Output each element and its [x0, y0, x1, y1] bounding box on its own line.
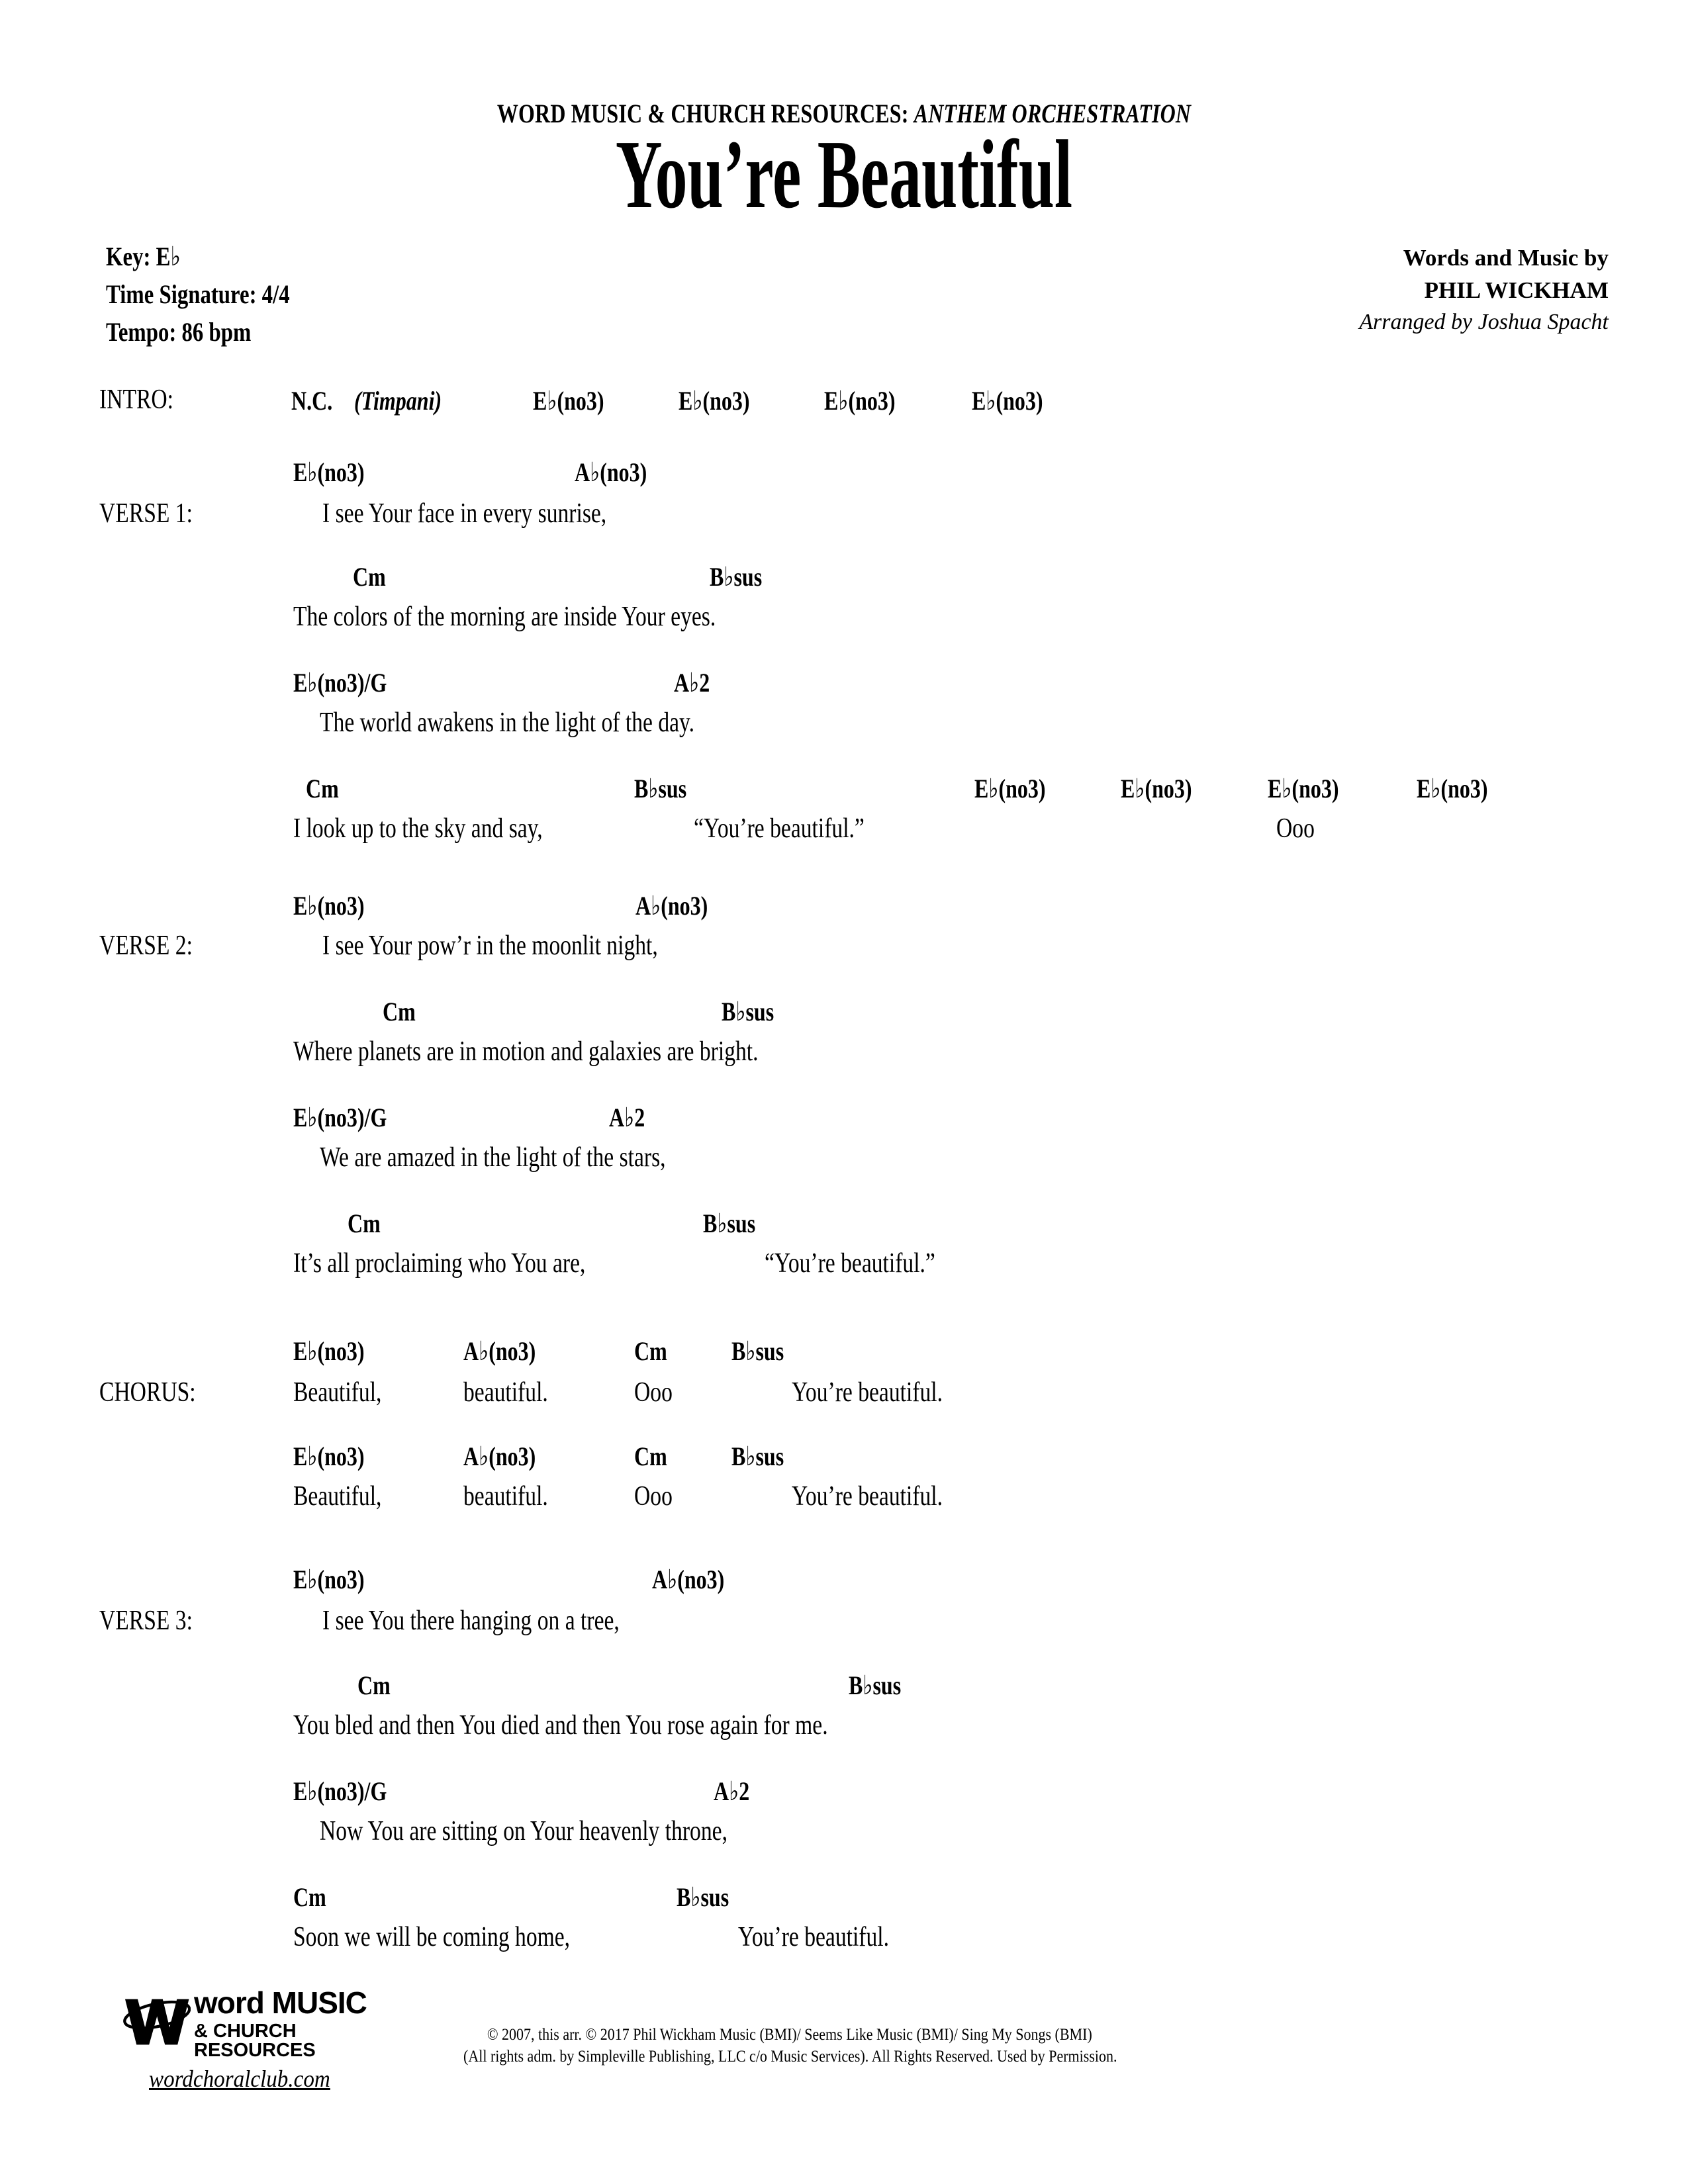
arranger-name: Arranged by Joshua Spacht — [1359, 310, 1609, 334]
lyric-ch1-4: You’re beautiful. — [792, 1377, 943, 1408]
lyric-v1d-3: Ooo — [1276, 813, 1315, 844]
series-suffix: ANTHEM ORCHESTRATION — [914, 99, 1192, 128]
chord-ch1-3: Cm — [634, 1336, 667, 1366]
credits — [1359, 242, 1609, 338]
chord-v2c-2: A♭2 — [609, 1103, 645, 1132]
logo-word-text: word — [194, 1985, 264, 2020]
chord-v1b-1: Cm — [353, 562, 386, 592]
song-metadata — [106, 238, 290, 351]
lyric-v1c: The world awakens in the light of the day. — [320, 707, 695, 738]
chord-ch2-2: A♭(no3) — [463, 1441, 536, 1471]
chord-ch1-2: A♭(no3) — [463, 1336, 536, 1366]
chord-ch2-4: B♭sus — [731, 1441, 784, 1471]
copyright-line-2: (All rights adm. by Simpleville Publishing, LLC c/o Music Services). All Rights Reserved. Used by Permission. — [463, 2048, 1117, 2066]
chord-v2c-1: E♭(no3)/G — [293, 1103, 387, 1132]
chord-v1c-2: A♭2 — [674, 668, 710, 698]
chord-v1d-1: Cm — [306, 774, 339, 803]
chord-intro-timpani: (Timpani) — [354, 386, 442, 416]
lyric-v1d-1: I look up to the sky and say, — [293, 813, 543, 844]
lyric-ch1-2: beautiful. — [463, 1377, 548, 1408]
chord-v3d-1: Cm — [293, 1882, 326, 1912]
chord-v1d-3: E♭(no3) — [974, 774, 1046, 803]
tempo-line: Tempo: 86 bpm — [106, 316, 252, 347]
lyric-v1a: I see Your face in every sunrise, — [322, 498, 607, 529]
chord-v2b-2: B♭sus — [722, 997, 774, 1026]
lyric-v2d-2: “You’re beautiful.” — [765, 1248, 935, 1279]
chord-v1d-2: B♭sus — [634, 774, 687, 803]
page-title: You’re Beautiful — [615, 120, 1073, 229]
chord-intro-2: E♭(no3) — [679, 386, 750, 416]
chord-v3b-2: B♭sus — [849, 1670, 902, 1700]
lyric-v2d-1: It’s all proclaiming who You are, — [293, 1248, 586, 1279]
chord-v3b-1: Cm — [357, 1670, 391, 1700]
chord-v3c-1: E♭(no3)/G — [293, 1776, 387, 1806]
chord-intro-4: E♭(no3) — [972, 386, 1043, 416]
chord-v3d-2: B♭sus — [677, 1882, 729, 1912]
lyric-v3b: You bled and then You died and then You rose again for me. — [293, 1710, 828, 1741]
copyright-line-1: © 2007, this arr. © 2017 Phil Wickham Music (BMI)/ Seems Like Music (BMI)/ Sing My Songs (BMI) — [487, 2026, 1092, 2044]
section-label-intro: INTRO: — [99, 385, 173, 415]
lyric-ch2-2: beautiful. — [463, 1481, 548, 1512]
section-label-verse-3: VERSE 3: — [99, 1606, 193, 1636]
chord-intro-3: E♭(no3) — [824, 386, 896, 416]
key-line: Key: E♭ — [106, 242, 181, 271]
section-label-verse-1: VERSE 1: — [99, 498, 193, 529]
chord-v3c-2: A♭2 — [714, 1776, 750, 1806]
logo-music-text: MUSIC — [271, 1985, 367, 2020]
chord-v2d-1: Cm — [348, 1208, 381, 1238]
composer-name: PHIL WICKHAM — [1424, 277, 1609, 303]
logo-wordmark — [194, 1987, 394, 2060]
lyric-ch2-1: Beautiful, — [293, 1481, 382, 1512]
section-label-verse-2: VERSE 2: — [99, 931, 193, 961]
chord-v3a-1: E♭(no3) — [293, 1565, 365, 1594]
copyright-notice — [463, 2024, 1116, 2068]
lyric-v2a: I see Your pow’r in the moonlit night, — [322, 931, 658, 961]
section-label-chorus: CHORUS: — [99, 1377, 196, 1408]
lyric-ch1-1: Beautiful, — [293, 1377, 382, 1408]
word-music-logo — [116, 1982, 394, 2065]
chord-v1a-1: E♭(no3) — [293, 457, 365, 487]
lyric-v3d-2: You’re beautiful. — [738, 1922, 890, 1952]
logo-subtitle: & CHURCH RESOURCES — [194, 2021, 316, 2061]
lyric-ch2-3: Ooo — [634, 1481, 673, 1512]
logo-line-1 — [194, 1987, 394, 2018]
lyric-v3a: I see You there hanging on a tree, — [322, 1606, 620, 1636]
chord-intro-1: E♭(no3) — [533, 386, 604, 416]
chord-v3a-2: A♭(no3) — [652, 1565, 725, 1594]
lyric-v1b: The colors of the morning are inside Your eyes. — [293, 602, 716, 632]
chord-v2d-2: B♭sus — [703, 1208, 756, 1238]
chord-v1b-2: B♭sus — [710, 562, 763, 592]
lyric-ch1-3: Ooo — [634, 1377, 673, 1408]
time-signature-line: Time Signature: 4/4 — [106, 279, 290, 309]
chord-ch2-1: E♭(no3) — [293, 1441, 365, 1471]
chord-v1d-4: E♭(no3) — [1121, 774, 1192, 803]
words-and-music-by-label: Words and Music by — [1403, 245, 1609, 271]
chord-v1a-2: A♭(no3) — [575, 457, 647, 487]
chord-v2a-1: E♭(no3) — [293, 891, 365, 921]
word-w-logo-icon — [121, 1990, 191, 2047]
chord-v2b-1: Cm — [383, 997, 416, 1026]
chord-intro-nc: N.C. — [291, 386, 333, 416]
lyric-v3c: Now You are sitting on Your heavenly throne, — [320, 1816, 727, 1846]
chord-ch1-1: E♭(no3) — [293, 1336, 365, 1366]
chord-v1d-6: E♭(no3) — [1417, 774, 1488, 803]
lyric-v1d-2: “You’re beautiful.” — [694, 813, 865, 844]
lyric-v2b: Where planets are in motion and galaxies are bright. — [293, 1036, 759, 1067]
chord-v1d-5: E♭(no3) — [1268, 774, 1339, 803]
lyric-ch2-4: You’re beautiful. — [792, 1481, 943, 1512]
chord-v1c-1: E♭(no3)/G — [293, 668, 387, 698]
series-prefix: WORD MUSIC & CHURCH RESOURCES: — [496, 99, 914, 128]
lyric-v2c: We are amazed in the light of the stars, — [320, 1142, 666, 1173]
chord-ch2-3: Cm — [634, 1441, 667, 1471]
chord-ch1-4: B♭sus — [731, 1336, 784, 1366]
lyric-v3d-1: Soon we will be coming home, — [293, 1922, 571, 1952]
chord-v2a-2: A♭(no3) — [635, 891, 708, 921]
website-url-link[interactable]: wordchoralclub.com — [149, 2066, 330, 2092]
